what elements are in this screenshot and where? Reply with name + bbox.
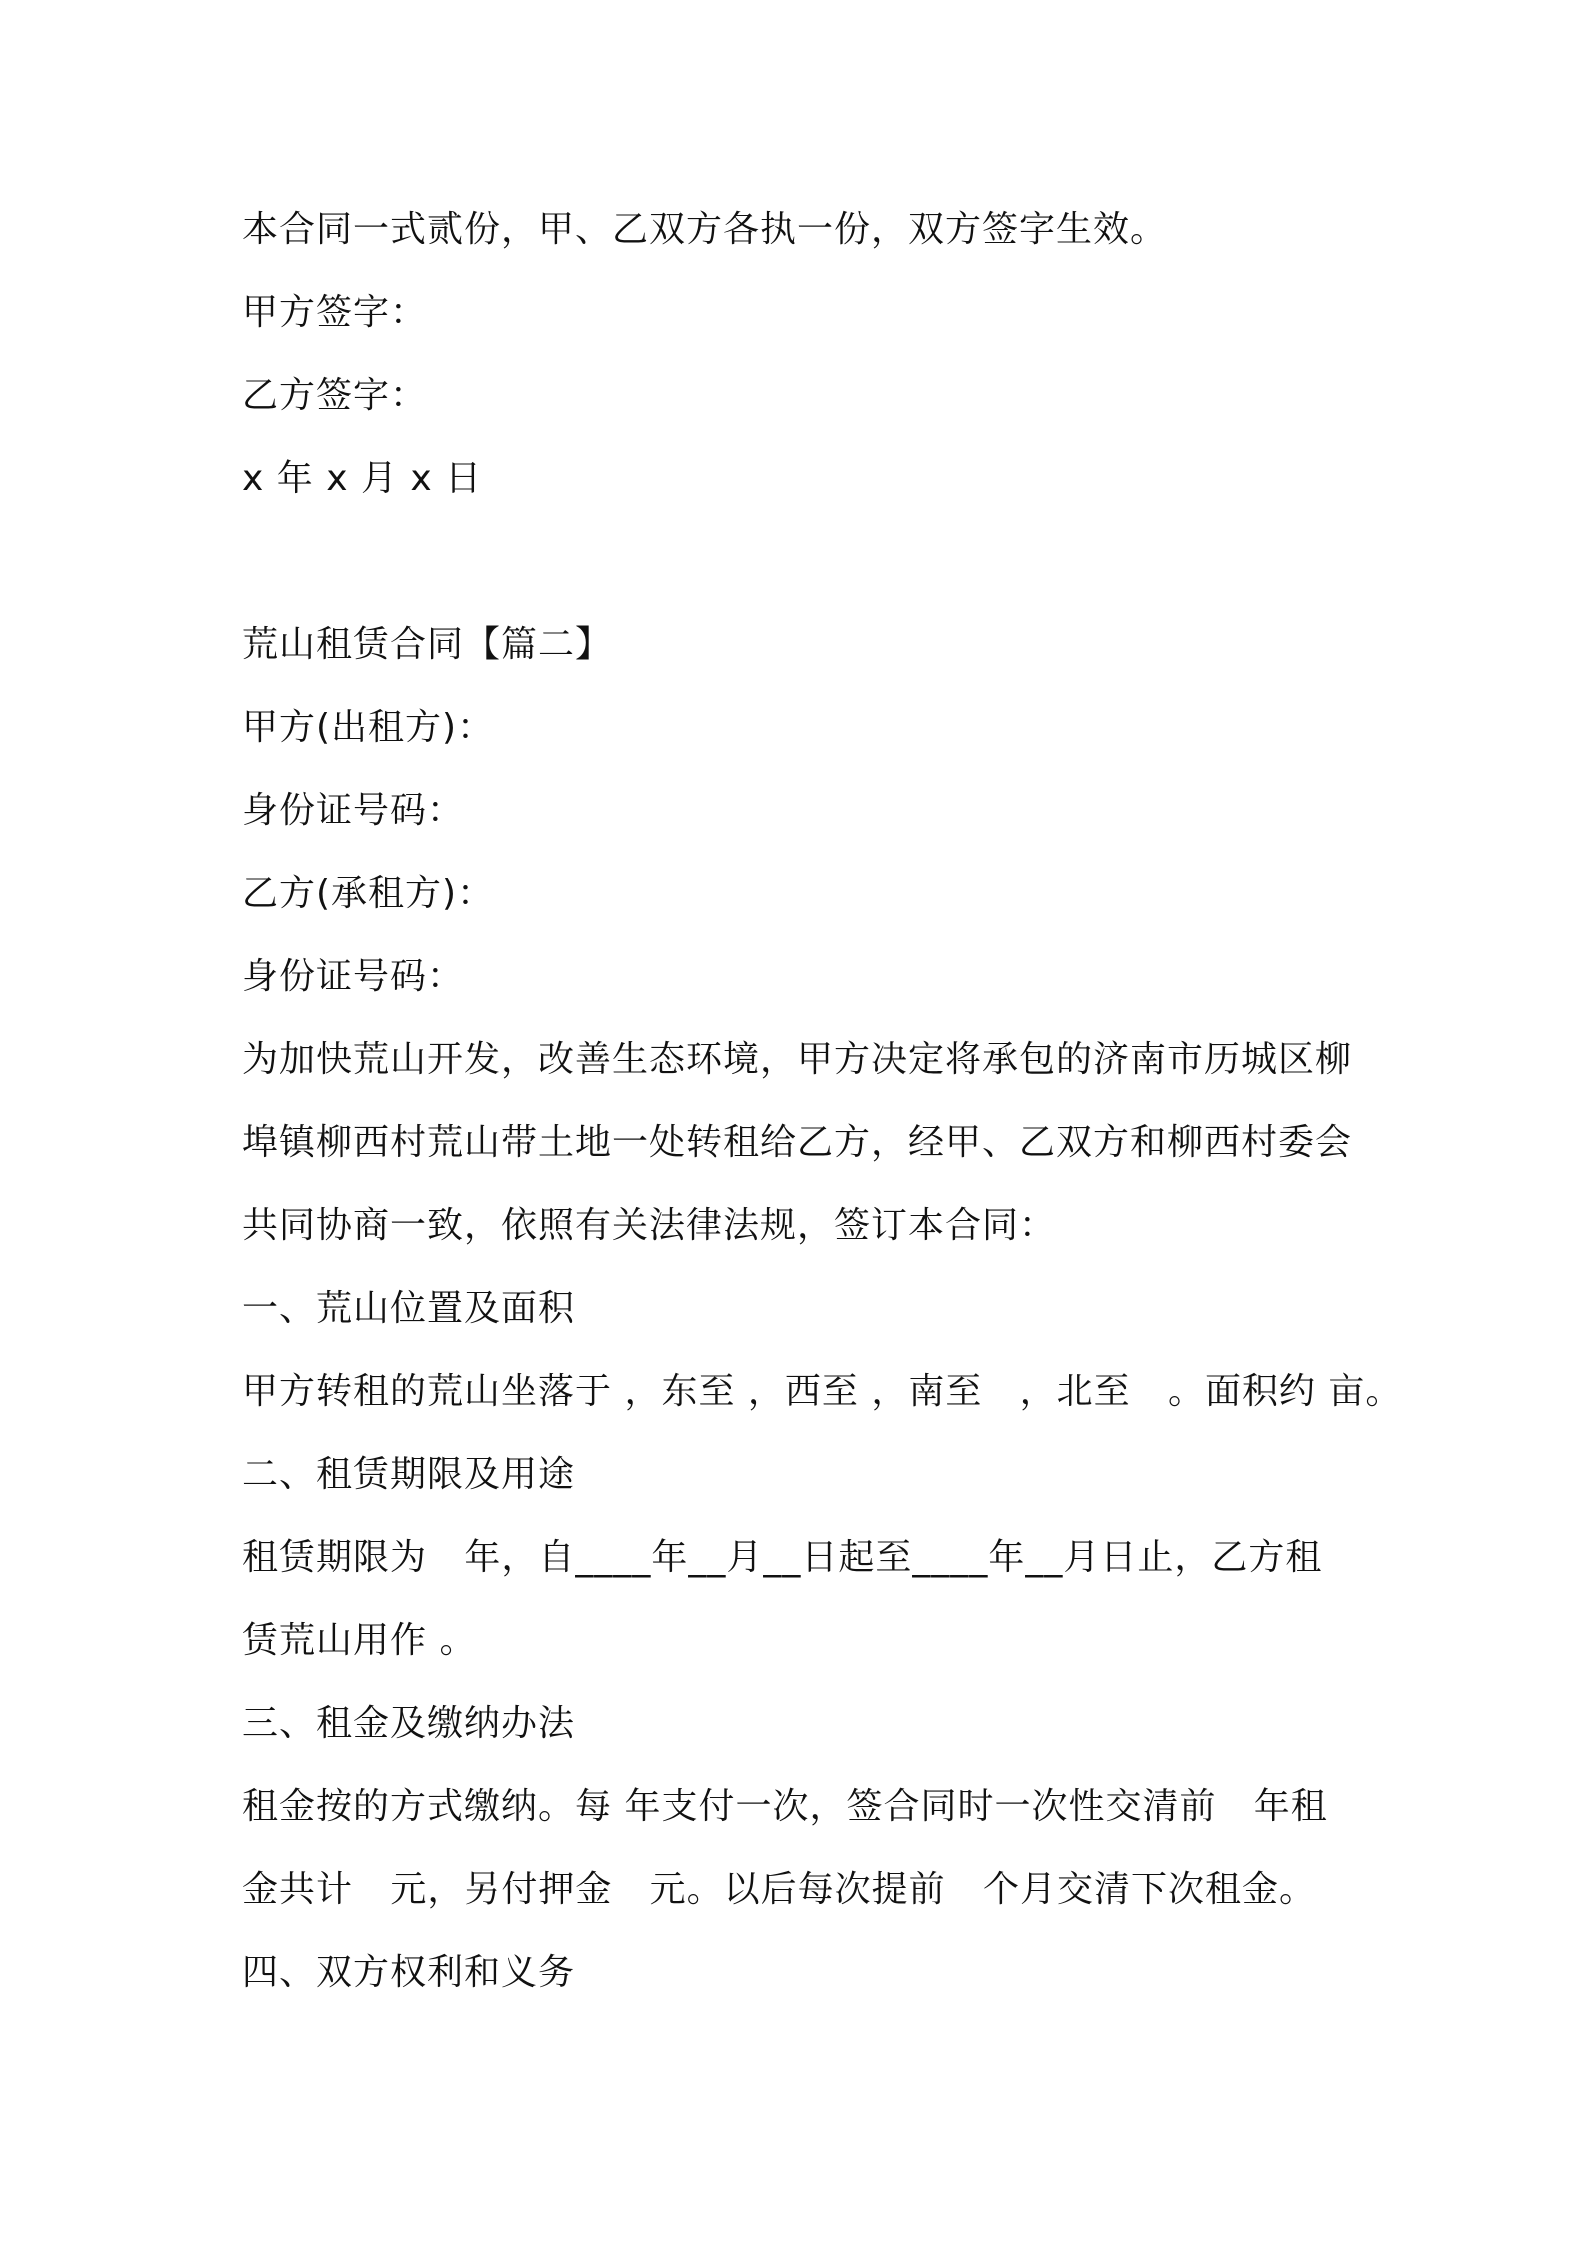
party-a-id-label: 身份证号码： <box>242 790 465 831</box>
party-b-signature-label: 乙方签字： <box>242 375 428 416</box>
clause-copies-effect: 本合同一式贰份，甲、乙双方各执一份，双方签字生效。 <box>242 209 1168 250</box>
date-line: x 年 x 月 x 日 <box>242 458 483 499</box>
clause-rent-line-2: 金共计 元，另付押金 元。以后每次提前 个月交清下次租金。 <box>242 1869 1316 1910</box>
preamble-line-3: 共同协商一致，依照有关法律法规，签订本合同： <box>242 1205 1057 1246</box>
heading-location-area: 一、荒山位置及面积 <box>242 1288 576 1329</box>
section-title: 荒山租赁合同【篇二】 <box>242 624 613 665</box>
heading-term-usage: 二、租赁期限及用途 <box>242 1454 576 1495</box>
heading-rent-payment: 三、租金及缴纳办法 <box>242 1703 576 1744</box>
heading-rights-obligations: 四、双方权利和义务 <box>242 1952 576 1993</box>
party-b-lessee-label: 乙方(承租方)： <box>242 873 495 914</box>
clause-term-line-1: 租赁期限为 年，自____年__月__日起至____年__月日止，乙方租 <box>242 1537 1323 1578</box>
preamble-line-1: 为加快荒山开发，改善生态环境，甲方决定将承包的济南市历城区柳 <box>242 1039 1353 1080</box>
party-a-lessor-label: 甲方(出租方)： <box>242 707 495 748</box>
preamble-line-2: 埠镇柳西村荒山带土地一处转租给乙方，经甲、乙双方和柳西村委会 <box>242 1122 1353 1163</box>
clause-rent-line-1: 租金按的方式缴纳。每 年支付一次，签合同时一次性交清前 年租 <box>242 1786 1328 1827</box>
party-a-signature-label: 甲方签字： <box>242 292 428 333</box>
party-b-id-label: 身份证号码： <box>242 956 465 997</box>
clause-term-line-2: 赁荒山用作 。 <box>242 1620 477 1661</box>
clause-location-area: 甲方转租的荒山坐落于 ，东至 ，西至 ，南至 ，北至 。面积约 亩。 <box>242 1371 1403 1412</box>
